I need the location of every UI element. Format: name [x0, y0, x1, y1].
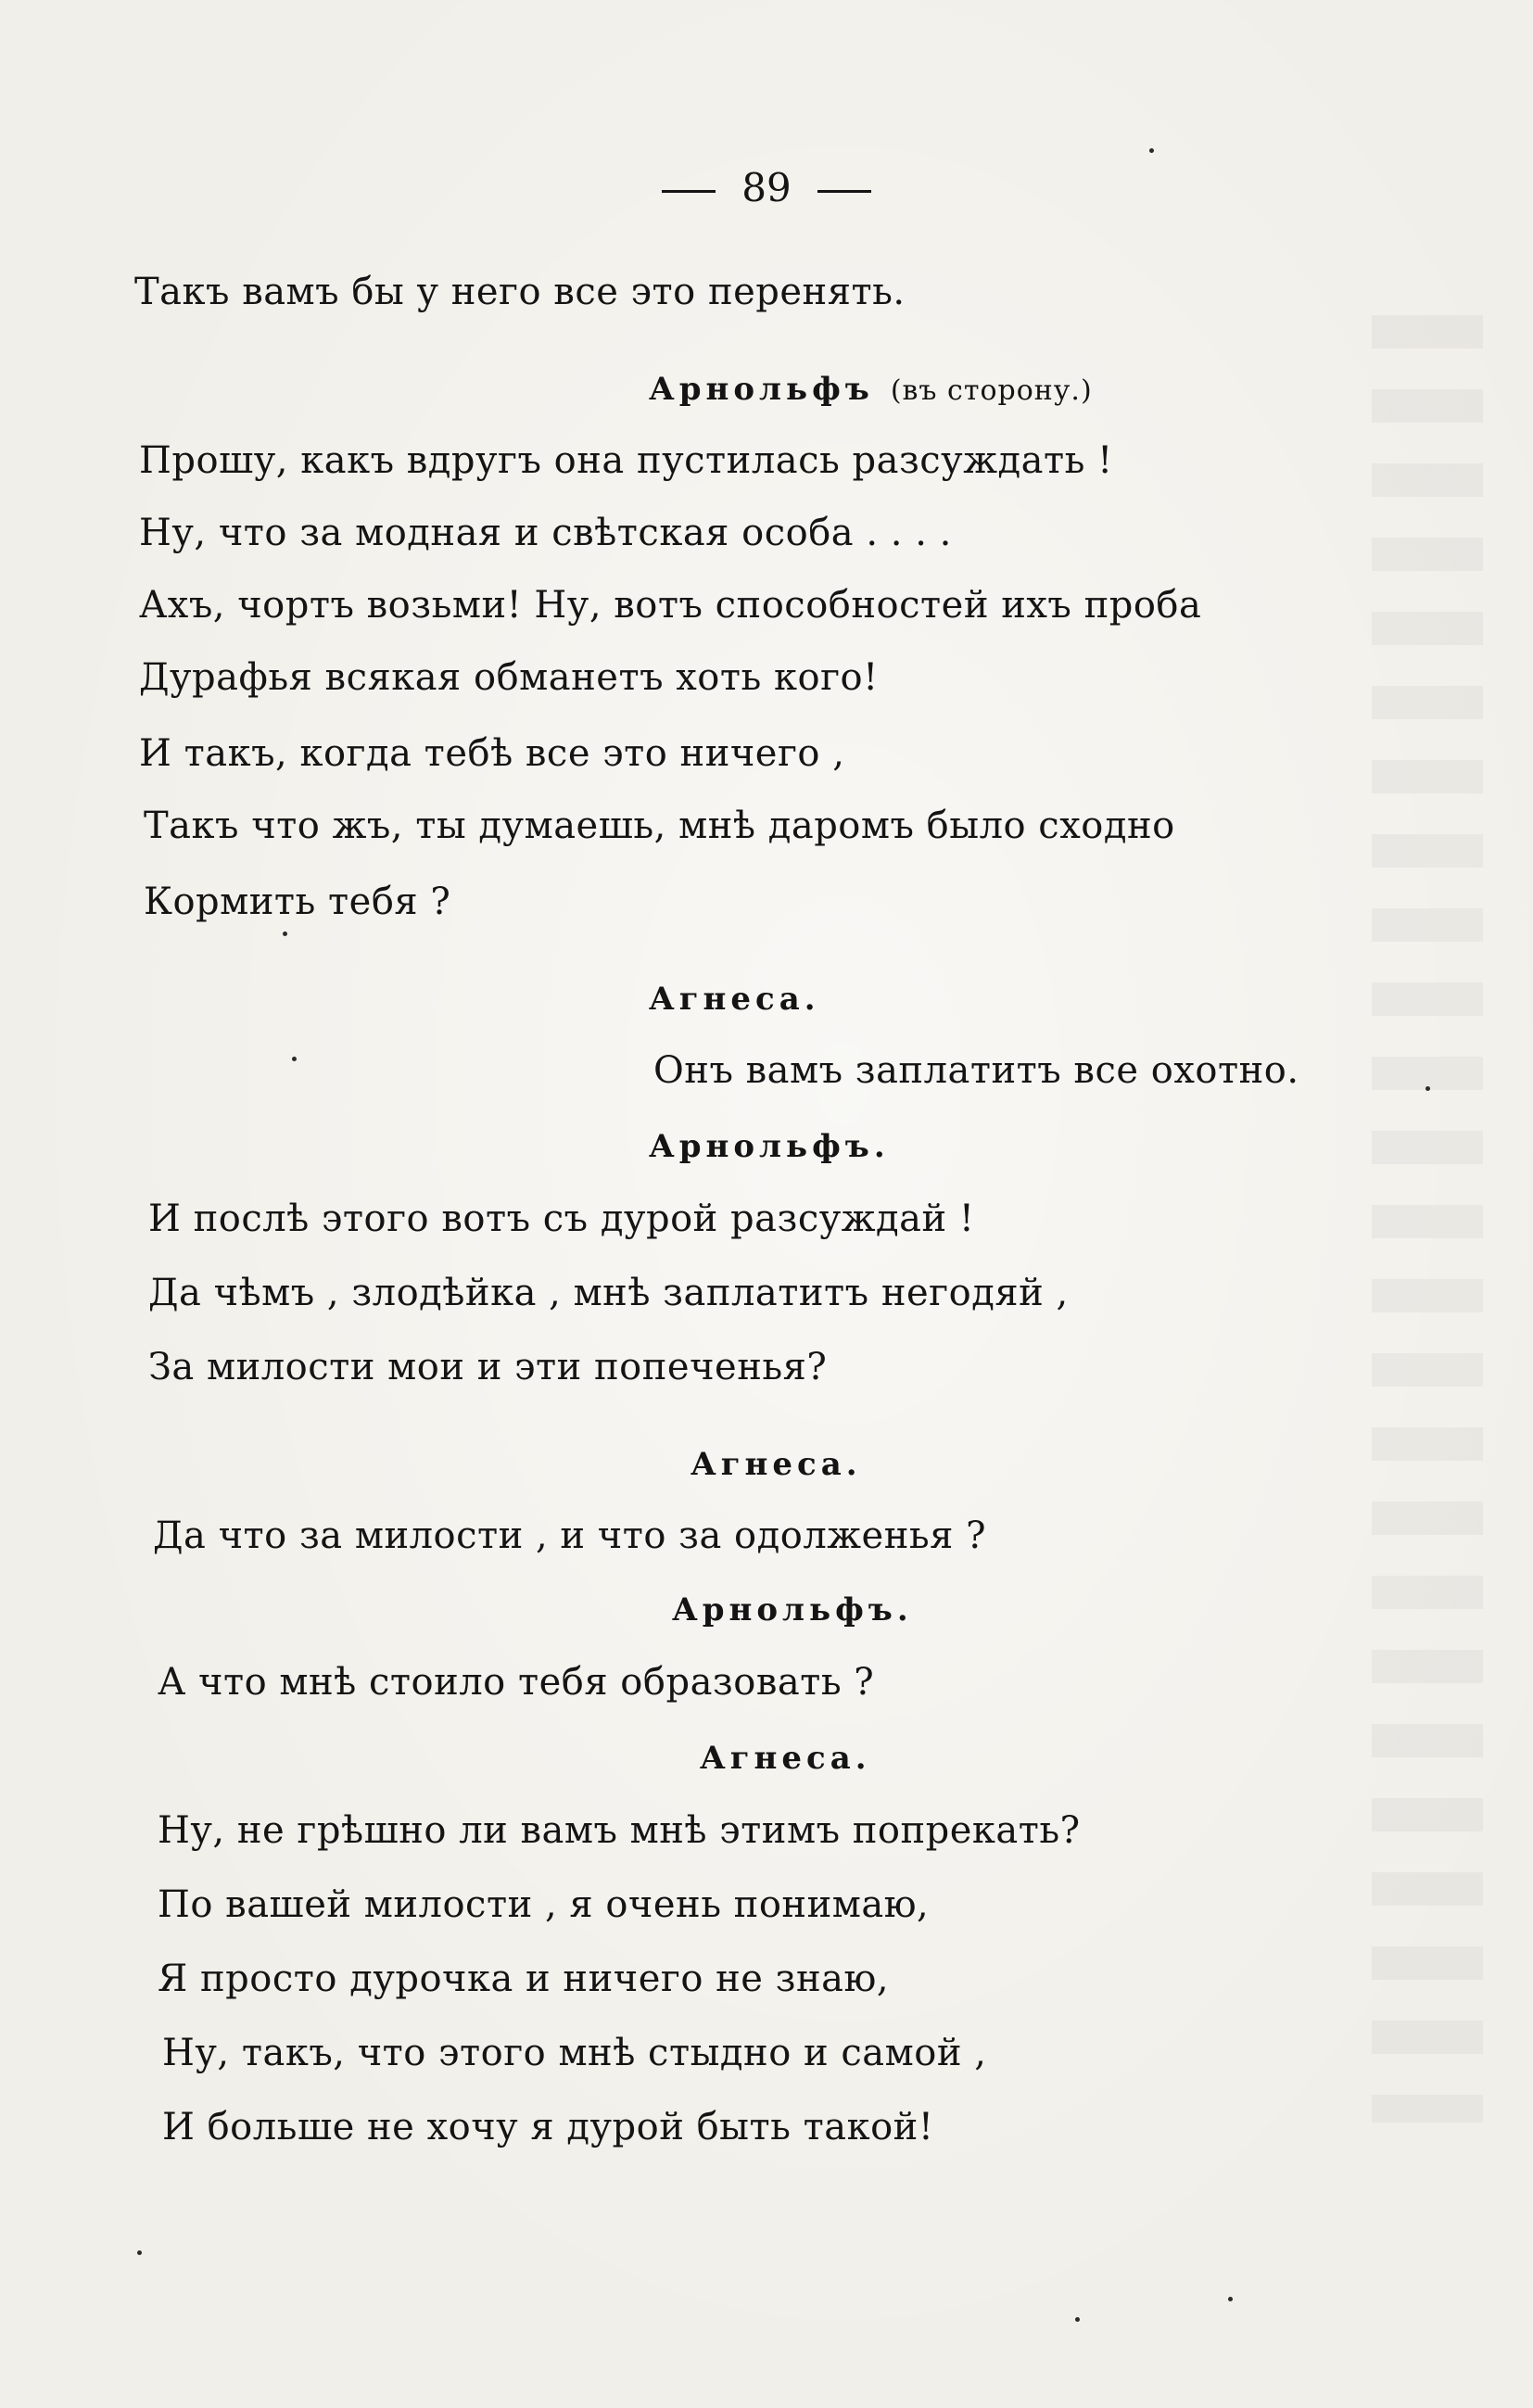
verse-line: Я просто дурочка и ничего не знаю, — [158, 1958, 890, 2000]
verse-line: Такъ что жъ, ты думаешь, мнѣ даромъ было сходно — [144, 805, 1175, 847]
stage-direction: (въ сторону.) — [890, 374, 1093, 407]
ink-speck — [1149, 148, 1154, 153]
verse-line: Ахъ, чортъ возьми! Ну, вотъ способностей ихъ проба — [139, 584, 1202, 627]
bleed-through-shadow — [1372, 315, 1483, 2123]
verse-line: Дурафья всякая обманетъ хоть кого! — [139, 656, 879, 699]
verse-line: За милости мои и эти попеченья? — [148, 1346, 828, 1388]
right-dash — [817, 190, 871, 193]
verse-line: Такъ вамъ бы у него все это перенять. — [134, 271, 906, 313]
ink-speck — [1228, 2297, 1233, 2301]
verse-line: Ну, не грѣшно ли вамъ мнѣ этимъ попрекать? — [158, 1809, 1081, 1852]
speaker-name: Арнольфъ — [649, 371, 874, 408]
verse-line: Да чѣмъ , злодѣйка , мнѣ заплатитъ негодяй , — [148, 1272, 1069, 1314]
page-number — [0, 165, 1533, 211]
speaker-heading: Агнеса. — [690, 1446, 862, 1483]
verse-line: И больше не хочу я дурой быть такой! — [162, 2106, 934, 2148]
ink-speck — [1075, 2317, 1080, 2322]
verse-line: Ну, что за модная и свѣтская особа . . . . — [139, 512, 952, 554]
ink-speck — [283, 932, 287, 936]
verse-line: Прошу, какъ вдругъ она пустилась разсуждать ! — [139, 439, 1113, 482]
verse-line: По вашей милости , я очень понимаю, — [158, 1883, 930, 1926]
verse-line: И такъ, когда тебѣ все это ничего , — [139, 732, 845, 775]
page-number-text: 89 — [741, 165, 792, 210]
verse-line: Кормить тебя ? — [144, 881, 451, 923]
verse-line: Да что за милости , и что за одолженья ? — [153, 1515, 987, 1557]
verse-line: И послѣ этого вотъ съ дурой разсуждай ! — [148, 1198, 975, 1240]
verse-line: Ну, такъ, что этого мнѣ стыдно и самой , — [162, 2032, 987, 2074]
verse-line: Онъ вамъ заплатитъ все охотно. — [653, 1049, 1299, 1092]
speaker-heading: Агнеса. — [649, 981, 820, 1018]
speaker-heading — [649, 369, 1093, 412]
left-dash — [662, 190, 716, 193]
speaker-heading: Арнольфъ. — [649, 1128, 890, 1165]
speaker-heading: Арнольфъ. — [672, 1591, 913, 1629]
ink-speck — [137, 2250, 142, 2255]
ink-speck — [1425, 1086, 1430, 1091]
verse-line: А что мнѣ стоило тебя образовать ? — [158, 1661, 875, 1704]
speaker-heading: Агнеса. — [700, 1740, 871, 1777]
ink-speck — [292, 1057, 297, 1061]
